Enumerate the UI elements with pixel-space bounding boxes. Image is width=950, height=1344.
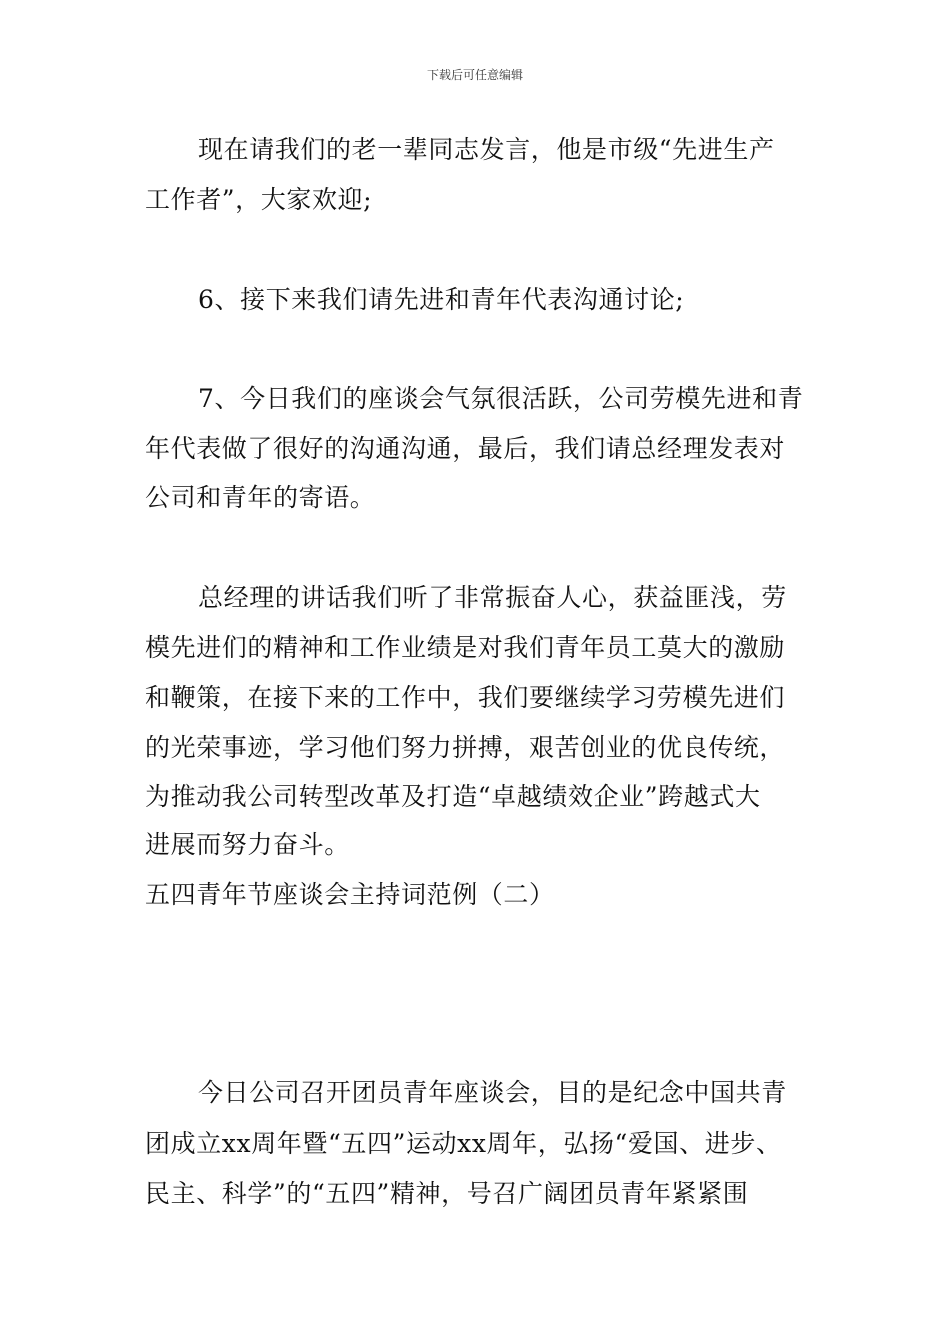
paragraph-5-line-1: 今日公司召开团员青年座谈会，目的是纪念中国共青 (198, 1078, 787, 1107)
paragraph-5-line-3: 民主、科学”的“五四”精神，号召广阔团员青年紧紧围 (145, 1179, 749, 1208)
paragraph-4-line-3: 和鞭策，在接下来的工作中，我们要继续学习劳模先进们 (145, 683, 786, 712)
paragraph-4-line-1: 总经理的讲话我们听了非常振奋人心，获益匪浅，劳 (198, 583, 787, 612)
paragraph-3-line-1: 7、今日我们的座谈会气氛很活跃，公司劳模先进和青 (198, 384, 804, 413)
paragraph-1-line-2: 工作者”，大家欢迎; (145, 185, 373, 214)
page-header: 下载后可任意编辑 (426, 68, 523, 82)
paragraph-4-line-4: 的光荣事迹，学习他们努力拼搏，艰苦创业的优良传统， (145, 733, 786, 762)
paragraph-3-line-2: 年代表做了很好的沟通沟通，最后，我们请总经理发表对 (145, 434, 786, 463)
section-title: 五四青年节座谈会主持词范例（二） (145, 880, 555, 909)
paragraph-4-line-6: 进展而努力奋斗。 (145, 830, 350, 859)
paragraph-2-line-1: 6、接下来我们请先进和青年代表沟通讨论; (198, 285, 685, 314)
paragraph-5-line-2: 团成立xx周年暨“五四”运动xx周年，弘扬“爱国、进步、 (145, 1129, 782, 1158)
paragraph-3-line-3: 公司和青年的寄语。 (145, 483, 376, 512)
paragraph-1-line-1: 现在请我们的老一辈同志发言，他是市级“先进生产 (198, 135, 775, 164)
paragraph-4-line-5: 为推动我公司转型改革及打造“卓越绩效企业”跨越式大 (145, 782, 761, 811)
paragraph-4-line-2: 模先进们的精神和工作业绩是对我们青年员工莫大的激励 (145, 633, 786, 662)
